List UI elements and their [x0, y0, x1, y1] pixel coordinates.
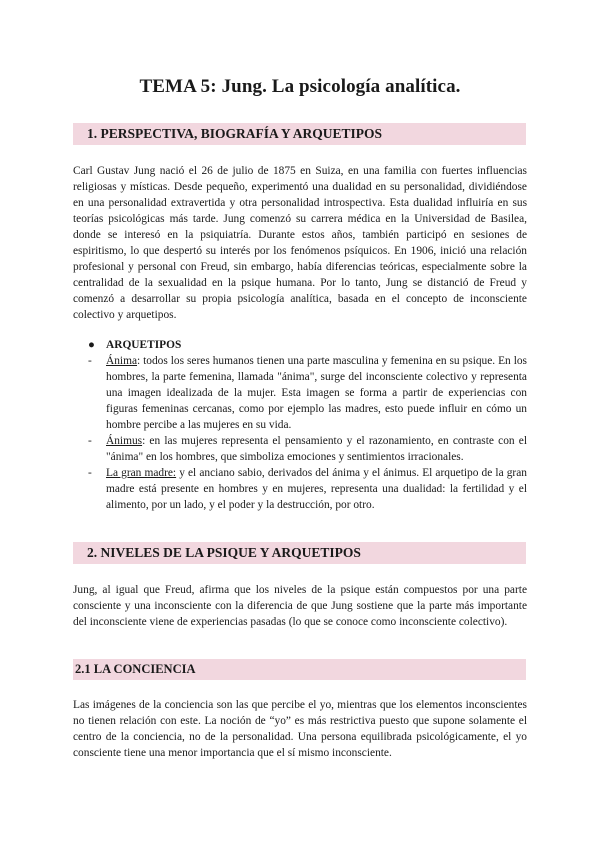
- list-item-animus: [88, 433, 527, 465]
- animus-text: : en las mujeres representa el pensamiento y el razonamiento, en contraste con el "ánima" en los hombres, que simboliza emociones y sentimientos irracionales.: [106, 435, 527, 463]
- dash-marker: -: [88, 467, 92, 479]
- section-2-paragraph: Jung, al igual que Freud, afirma que los niveles de la psique están compuestos por una parte consciente y una inconsciente con la diferencia de que Jung sostiene que la parte más importante del inconsciente viene de experiencias pasadas (lo que se conoce como inconsciente colectivo).: [73, 584, 527, 628]
- gran-madre-text: y el anciano sabio, derivados del ánima y el ánimus. El arquetipo de la gran madre está presente en hombres y en mujeres, representa una dualidad: la fertilidad y el alimento, por un lado, y el poder y la destrucción, por otro.: [106, 467, 527, 511]
- section-2-heading: 2. NIVELES DE LA PSIQUE Y ARQUETIPOS: [73, 542, 526, 564]
- list-item-gran-madre: [88, 465, 527, 513]
- term-gran-madre: La gran madre:: [106, 467, 177, 479]
- section-2-1-paragraph: Las imágenes de la conciencia son las que percibe el yo, mientras que los elementos inconscientes no tienen relación con este. La noción de “yo” es más restrictiva puesto que supone solamente el centro de la conciencia, no de la personalidad. Una persona equilibrada psicológicamente, el yo consciente tiene una menor importancia que el sí mismo inconsciente.: [73, 699, 527, 759]
- anima-text: : todos los seres humanos tienen una parte masculina y femenina en su psique. En los hombres, la parte femenina, llamada "ánima", surge del inconsciente colectivo y representa una imagen idealizada de la mujer. Esta imagen se forma a partir de experiencias con figuras femeninas cercanas, como por ejemplo las madres, esto puede influir en cómo un hombre percibe a las mujeres en su vida.: [106, 355, 527, 431]
- list-item-anima: [88, 353, 527, 433]
- section-2-1-heading: 2.1 LA CONCIENCIA: [73, 659, 526, 680]
- archetypes-title: ARQUETIPOS: [106, 339, 182, 351]
- dash-marker: -: [88, 435, 92, 447]
- section-1-heading: 1. PERSPECTIVA, BIOGRAFÍA Y ARQUETIPOS: [73, 123, 526, 145]
- page-title: TEMA 5: Jung. La psicología analítica.: [139, 76, 461, 97]
- dash-marker: -: [88, 355, 92, 367]
- term-anima: Ánima: [106, 355, 138, 367]
- section-1-paragraph: Carl Gustav Jung nació el 26 de julio de 1875 en Suiza, en una familia con fuertes influencias religiosas y místicas. Desde pequeño, experimentó una dualidad en su personalidad, dividiéndose en una personalidad extravertida y otra personalidad introspectiva. Esta dualidad influiría en sus teorías psicológicas más tarde. Jung comenzó su carrera médica en la Universidad de Basilea, donde se interesó en la psiquiatría. Durante estos años, también participó en sesiones de espiritismo, lo que despertó su interés por los fenómenos psíquicos. En 1906, inició una relación profesional y personal con Freud, sin embargo, había diferencias teóricas, especialmente sobre la centralidad de la sexualidad en la psique humana. Por lo tanto, Jung se distanció de Freud y comenzó a desarrollar su propia psicología analítica, basada en el concepto de inconsciente colectivo y arquetipos.: [73, 165, 527, 321]
- term-animus: Ánimus: [106, 435, 143, 447]
- bullet-icon: ●: [88, 339, 95, 351]
